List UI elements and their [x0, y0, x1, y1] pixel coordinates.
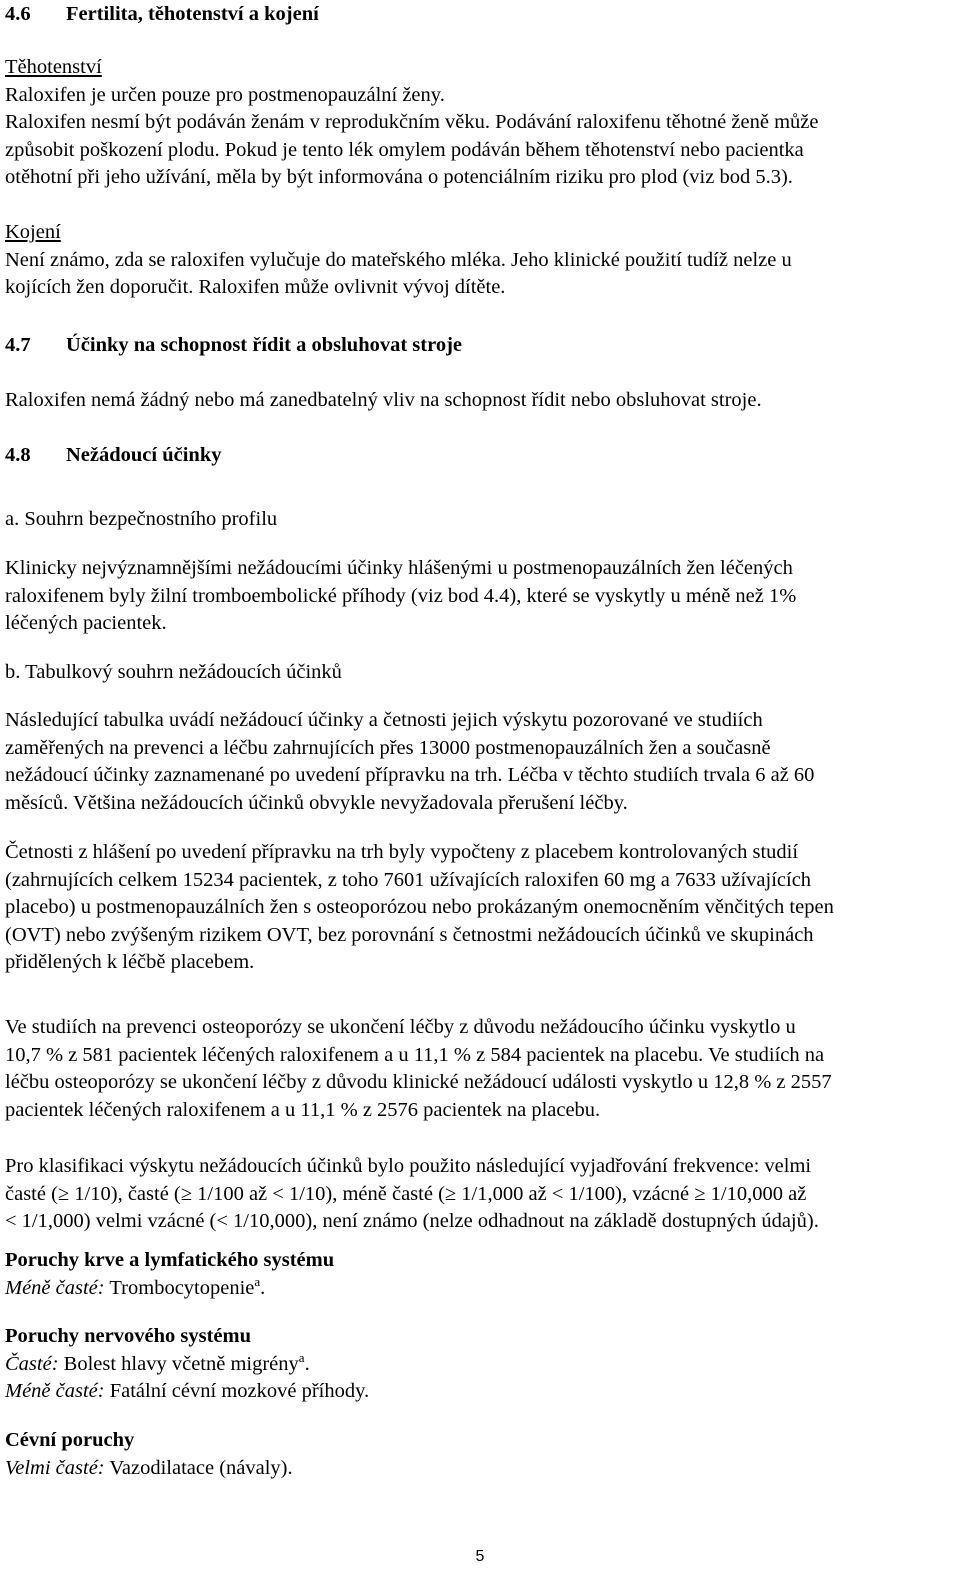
text-line: léčbu osteoporózy se ukončení léčby z důvodu klinické nežádoucí události vyskytlo u 12,8 % z 2557 — [5, 1071, 832, 1093]
lactation-subheading: Kojení — [5, 221, 61, 243]
paragraph-4 — [5, 1153, 957, 1236]
pregnancy-block — [5, 54, 957, 192]
text-line: (zahrnujících celkem 15234 pacientek, z toho 7601 užívajících raloxifen 60 mg a 7633 užívajících — [5, 868, 812, 891]
pregnancy-subheading: Těhotenství — [5, 56, 102, 78]
soc-title: Poruchy nervového systému — [5, 1325, 251, 1347]
soc-entry — [5, 1351, 957, 1379]
text-line: nežádoucí účinky zaznamenané po uvedení přípravku na trh. Léčba v těchto studiích trvala 6 až 60 — [5, 764, 815, 786]
frequency-label: Méně časté: — [5, 1380, 105, 1402]
text-line: Následující tabulka uvádí nežádoucí účinky a četnosti jejich výskytu pozorované ve studiích — [5, 709, 763, 731]
frequency-label: Méně časté: — [5, 1276, 105, 1299]
text-line: kojících žen doporučit. Raloxifen může ovlivnit vývoj dítěte. — [5, 276, 506, 298]
punct: . — [304, 1352, 310, 1375]
section-number: 4.7 — [5, 334, 31, 356]
effect-text: Bolest hlavy včetně migrény — [58, 1352, 299, 1375]
text-line: způsobit poškození plodu. Pokud je tento lék omylem podáván během těhotenství nebo pacientka — [5, 138, 804, 161]
text-line: časté (≥ 1/10), časté (≥ 1/100 až < 1/10), méně časté (≥ 1/1,000 až < 1/100), vzácné ≥ 1/10,000 až — [5, 1182, 807, 1205]
soc-vascular — [5, 1427, 957, 1482]
soc-title: Cévní poruchy — [5, 1429, 135, 1451]
punct: . — [260, 1276, 266, 1299]
subsection-title: a. Souhrn bezpečnostního profilu — [5, 508, 278, 530]
paragraph-3 — [5, 1014, 957, 1124]
section-number: 4.8 — [5, 444, 31, 466]
text-line: Raloxifen nesmí být podáván ženám v reprodukčním věku. Podávání raloxifenu těhotné ženě může — [5, 111, 819, 133]
soc-title: Poruchy krve a lymfatického systému — [5, 1249, 335, 1271]
text-line: otěhotní při jeho užívání, měla by být informována o potenciálním riziku pro plod (viz bod 5.3). — [5, 166, 793, 188]
text-line: Není známo, zda se raloxifen vylučuje do mateřského mléka. Jeho klinické použití tudíž nelze u — [5, 248, 792, 271]
footnote-mark: a — [254, 1273, 261, 1289]
section-number: 4.6 — [5, 3, 31, 25]
paragraph-1 — [5, 707, 957, 817]
text-line: Raloxifen je určen pouze pro postmenopauzální ženy. — [5, 83, 445, 106]
text-line: Pro klasifikaci výskytu nežádoucích účinků bylo použito následující vyjadřování frekvence: velmi — [5, 1155, 812, 1177]
subsection-title: b. Tabulkový souhrn nežádoucích účinků — [5, 661, 342, 683]
soc-entry — [5, 1378, 957, 1406]
subsection-b-title — [5, 659, 957, 687]
text-line: placebo) u postmenopauzálních žen s osteoporózou nebo prokázaným onemocněním věnčitých tepen — [5, 896, 834, 918]
frequency-label: Časté: — [5, 1352, 59, 1375]
section-4-8-heading — [5, 441, 221, 469]
text-line: Ve studiích na prevenci osteoporózy se ukončení léčby z důvodu nežádoucího účinku vyskytlo u — [5, 1016, 796, 1038]
effect-text: Fatální cévní mozkové příhody. — [104, 1380, 370, 1402]
frequency-label: Velmi časté: — [5, 1456, 105, 1479]
text-line: 10,7 % z 581 pacientek léčených raloxifenem a u 11,1 % z 584 pacientek na placebu. Ve studiích na — [5, 1043, 825, 1066]
text-line: Četnosti z hlášení po uvedení přípravku na trh byly vypočteny z placebem kontrolovaných studií — [5, 841, 799, 863]
soc-blood — [5, 1247, 957, 1302]
lactation-block — [5, 219, 957, 302]
paragraph-2 — [5, 839, 957, 977]
section-4-7-text — [5, 387, 957, 415]
footnote-mark: a — [298, 1349, 305, 1365]
soc-entry — [5, 1275, 957, 1303]
text-line: měsíců. Většina nežádoucích účinků obvykle nevyžadovala přerušení léčby. — [5, 791, 628, 814]
text-line: (OVT) nebo zvýšeným rizikem OVT, bez porovnání s četnostmi nežádoucích účinků ve skupinách — [5, 923, 814, 946]
text-line: pacientek léčených raloxifenem a u 11,1 % z 2576 pacientek na placebu. — [5, 1098, 601, 1121]
page-number: 5 — [475, 1548, 485, 1565]
section-title: Účinky na schopnost řídit a obsluhovat stroje — [66, 334, 463, 356]
text-line: < 1/1,000) velmi vzácné (< 1/10,000), není známo (nelze odhadnout na základě dostupných údajů). — [5, 1210, 819, 1232]
section-title: Fertilita, těhotenství a kojení — [66, 3, 319, 25]
subsection-a-text — [5, 555, 957, 638]
text-line: léčených pacientek. — [5, 612, 167, 634]
text-line: zaměřených na prevenci a léčbu zahrnujících přes 13000 postmenopauzálních žen a současně — [5, 736, 771, 759]
soc-nervous — [5, 1323, 957, 1406]
text-line: Raloxifen nemá žádný nebo má zanedbatelný vliv na schopnost řídit nebo obsluhovat stroje. — [5, 389, 762, 411]
section-4-7-heading — [5, 331, 462, 359]
text-line: přidělených k léčbě placebem. — [5, 951, 255, 973]
section-title: Nežádoucí účinky — [66, 444, 222, 466]
subsection-a-title — [5, 506, 957, 534]
text-line: Klinicky nejvýznamnějšími nežádoucími účinky hlášenými u postmenopauzálních žen léčených — [5, 557, 793, 579]
section-4-6-heading — [5, 0, 319, 28]
soc-entry — [5, 1455, 957, 1483]
effect-text: Trombocytopenie — [104, 1276, 255, 1299]
text-line: raloxifenem byly žilní tromboembolické příhody (viz bod 4.4), které se vyskytly u méně než 1% — [5, 584, 797, 607]
effect-text: Vazodilatace (návaly). — [104, 1456, 293, 1479]
